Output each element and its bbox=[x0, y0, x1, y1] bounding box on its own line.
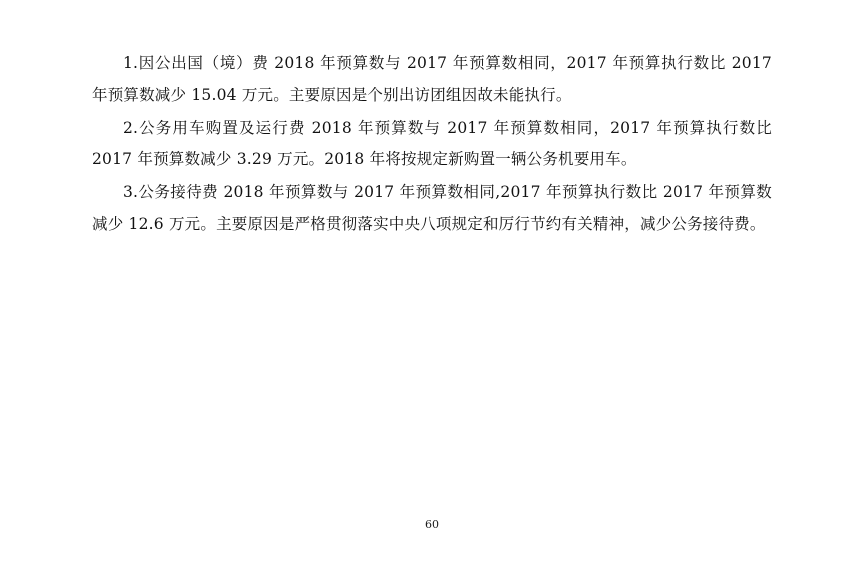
page-number: 60 bbox=[425, 518, 439, 531]
paragraph-3: 3.公务接待费 2018 年预算数与 2017 年预算数相同,2017 年预算执行数比 2017 年预算数减少 12.6 万元。主要原因是严格贯彻落实中央八项规定和厉行节约有关精神，减少公务接待费。 bbox=[92, 183, 772, 233]
document-body bbox=[92, 48, 772, 241]
paragraph-1: 1.因公出国（境）费 2018 年预算数与 2017 年预算数相同，2017 年预算执行数比 2017 年预算数减少 15.04 万元。主要原因是个别出访团组因故未能执行。 bbox=[92, 54, 772, 104]
paragraph-2: 2.公务用车购置及运行费 2018 年预算数与 2017 年预算数相同，2017 年预算执行数比 2017 年预算数减少 3.29 万元。2018 年将按规定新购置一辆公务机要用车。 bbox=[92, 118, 772, 169]
